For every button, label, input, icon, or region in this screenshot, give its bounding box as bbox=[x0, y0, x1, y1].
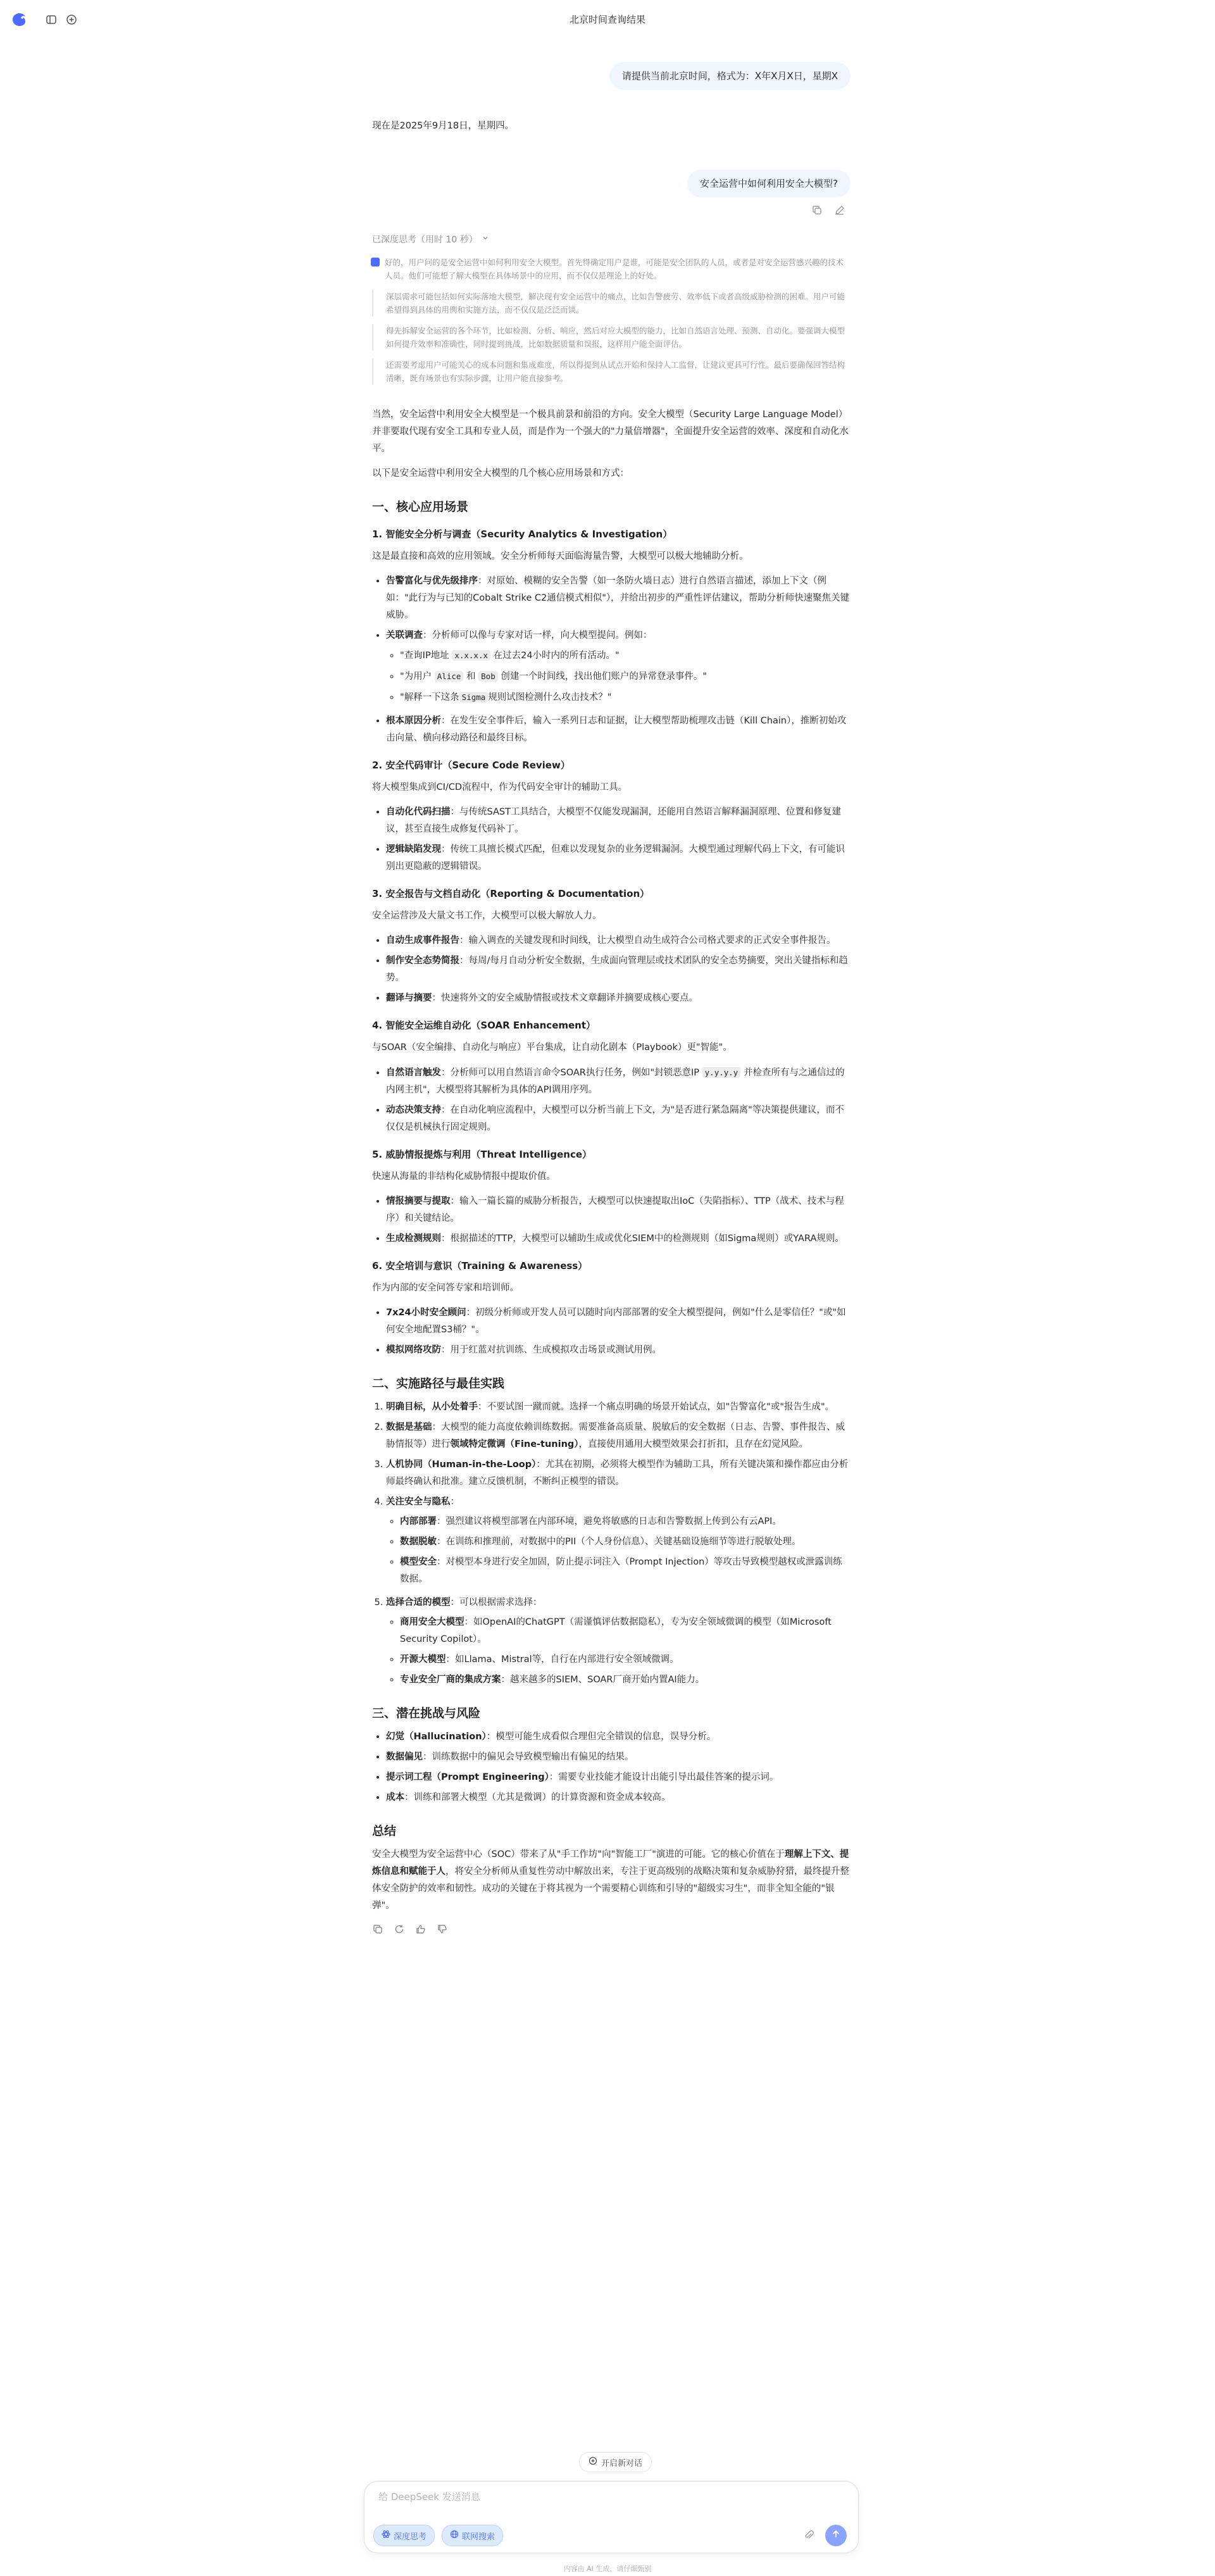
list-item bbox=[386, 1304, 850, 1339]
item-text: ：快速将外文的安全威胁情报或技术文章翻译并摘要成核心要点。 bbox=[432, 993, 698, 1003]
answer-intro: 以下是安全运营中利用安全大模型的几个核心应用场景和方式： bbox=[372, 468, 629, 478]
web-search-label: 联网搜索 bbox=[462, 2532, 495, 2542]
section-heading: 总结 bbox=[372, 1824, 397, 1838]
item-title: 幻觉（Hallucination） bbox=[386, 1732, 487, 1742]
item-text: ：输入一篇长篇的威胁分析报告，大模型可以快速提取出IoC（失陷指标）、TTP（战术、技术与程序）和关键结论。 bbox=[386, 1196, 844, 1223]
item-title: 告警富化与优先级排序 bbox=[386, 576, 478, 586]
bullet-list bbox=[372, 932, 850, 1007]
answer-actions bbox=[372, 1923, 850, 1935]
user-message bbox=[609, 62, 850, 90]
list-item bbox=[386, 1769, 850, 1786]
item-text: ：传统工具擅长模式匹配，但难以发现复杂的业务逻辑漏洞。大模型通过理解代码上下文，有可能识别出更隐蔽的逻辑错误。 bbox=[386, 844, 845, 872]
deep-think-label: 深度思考 bbox=[394, 2532, 427, 2542]
assistant-message-text: 现在是2025年9月18日，星期四。 bbox=[372, 121, 514, 131]
item-title: 模型安全 bbox=[400, 1557, 437, 1567]
subsection-desc: 将大模型集成到CI/CD流程中，作为代码安全审计的辅助工具。 bbox=[372, 782, 628, 792]
item-title: 明确目标，从小处着手 bbox=[386, 1402, 478, 1412]
list-item bbox=[386, 1230, 850, 1247]
subsection-heading: 2. 安全代码审计（Secure Code Review） bbox=[372, 760, 570, 771]
list-item bbox=[386, 953, 850, 987]
item-text: ： bbox=[450, 1497, 459, 1507]
thinking-paragraph: 还需要考虑用户可能关心的成本问题和集成难度，所以得提到从试点开始和保持人工监督，让建议更具可行性。最后要确保回答结构清晰，既有场景也有实际步骤，让用户能直接参考。 bbox=[372, 358, 850, 385]
item-title: 模拟网络攻防 bbox=[386, 1345, 441, 1355]
item-title: 商用安全大模型 bbox=[400, 1617, 464, 1627]
paperclip-icon[interactable] bbox=[802, 2529, 815, 2541]
list-item bbox=[400, 1554, 850, 1588]
inline-code: x.x.x.x bbox=[452, 650, 490, 661]
list-item bbox=[400, 1614, 850, 1648]
item-title: 情报摘要与提取 bbox=[386, 1196, 451, 1206]
subsection-desc: 安全运营涉及大量文书工作，大模型可以极大解放人力。 bbox=[372, 911, 602, 921]
item-text: ：与传统SAST工具结合，大模型不仅能发现漏洞，还能用自然语言解释漏洞原理、位置和修复建议，甚至直接生成修复代码补丁。 bbox=[386, 807, 841, 834]
atom-icon bbox=[382, 2530, 390, 2541]
deep-think-toggle[interactable] bbox=[373, 2525, 435, 2546]
list-item bbox=[386, 804, 850, 838]
item-title: 逻辑缺陷发现 bbox=[386, 844, 441, 854]
item-title: 数据是基础 bbox=[386, 1422, 432, 1432]
new-chat-button[interactable] bbox=[579, 2452, 652, 2472]
item-title: 根本原因分析 bbox=[386, 716, 441, 726]
item-title: 自动生成事件报告 bbox=[386, 935, 459, 946]
list-item bbox=[400, 1534, 850, 1551]
item-title: 制作安全态势简报 bbox=[386, 956, 459, 966]
list-item bbox=[386, 1729, 850, 1746]
bullet-list bbox=[372, 573, 850, 747]
list-item bbox=[400, 1672, 850, 1689]
thinking-content bbox=[372, 256, 850, 392]
list-item bbox=[386, 1193, 850, 1227]
copy-icon[interactable] bbox=[372, 1923, 383, 1935]
item-text: ：强烈建议将模型部署在内部环境，避免将敏感的日志和告警数据上传到公有云API。 bbox=[437, 1516, 782, 1527]
bullet-list bbox=[372, 804, 850, 875]
item-text: ，将安全分析师从重复性劳动中解放出来，专注于更高级别的战略决策和复杂威胁狩猎，最终提升整体安全防护的效率和韧性。成功的关键在于将其视为一个需要精心训练和引导的"超级实习生"，而非全知全能的"银弹"。 bbox=[372, 1866, 849, 1911]
new-chat-label: 开启新对话 bbox=[601, 2458, 643, 2468]
nested-list bbox=[386, 1513, 850, 1588]
item-title: 动态决策支持 bbox=[386, 1105, 441, 1115]
item-text: ：训练和部署大模型（尤其是微调）的计算资源和资金成本较高。 bbox=[404, 1792, 671, 1803]
item-text: ：用于红蓝对抗训练、生成模拟攻击场景或测试用例。 bbox=[441, 1345, 661, 1355]
item-text: ：初级分析师或开发人员可以随时向内部部署的安全大模型提问，例如"什么是零信任？"或"如何安全地配置S3桶？"。 bbox=[386, 1308, 846, 1335]
subsection-desc: 这是最直接和高效的应用领域。安全分析师每天面临海量告警，大模型可以极大地辅助分析。 bbox=[372, 551, 749, 561]
item-title: 自然语言触发 bbox=[386, 1068, 441, 1078]
item-title: 数据脱敏 bbox=[400, 1537, 437, 1547]
thinking-paragraph: 得先拆解安全运营的各个环节，比如检测、分析、响应，然后对应大模型的能力，比如自然语言处理、预测、自动化。要强调大模型如何提升效率和准确性，同时提到挑战，比如数据质量和误报，这样用户能全面评估。 bbox=[372, 324, 850, 351]
send-button[interactable] bbox=[825, 2525, 847, 2546]
plus-circle-icon bbox=[589, 2456, 597, 2468]
list-item bbox=[400, 1513, 850, 1530]
list-item bbox=[386, 1419, 850, 1453]
summary-paragraph bbox=[372, 1846, 850, 1915]
item-text: ：输入调查的关键发现和时间线，让大模型自动生成符合公司格式要求的正式安全事件报告。 bbox=[459, 935, 836, 946]
page-title: 北京时间查询结果 bbox=[569, 14, 645, 25]
item-text: ：训练数据中的偏见会导致模型输出有偏见的结果。 bbox=[423, 1752, 634, 1762]
item-title: 自动化代码扫描 bbox=[386, 807, 451, 817]
list-item bbox=[386, 1749, 850, 1766]
item-text: ：分析师可以用自然语言命令SOAR执行任务，例如"封锁恶意IP bbox=[441, 1068, 702, 1078]
inline-code: Alice bbox=[435, 671, 464, 682]
item-text: ：在训练和推理前，对数据中的PII（个人身份信息）、关键基础设施细节等进行脱敏处理。 bbox=[437, 1537, 801, 1547]
item-text: ：模型可能生成看似合理但完全错误的信息，误导分析。 bbox=[486, 1732, 716, 1742]
item-title: 内部部署 bbox=[400, 1516, 437, 1527]
bullet-list bbox=[372, 1064, 850, 1136]
thinking-paragraph: 好的，用户问的是安全运营中如何利用安全大模型。首先得确定用户是谁，可能是安全团队的人员，或者是对安全运营感兴趣的技术人员。他们可能想了解大模型在具体场景中的应用，而不仅仅是理论上的好处。 bbox=[385, 258, 844, 280]
subsection-desc: 快速从海量的非结构化威胁情报中提取价值。 bbox=[372, 1172, 556, 1182]
subsection-heading: 1. 智能安全分析与调查（Security Analytics & Investigation） bbox=[372, 528, 673, 540]
checkbox-icon bbox=[371, 258, 380, 266]
item-title: 关注安全与隐私 bbox=[386, 1497, 451, 1507]
numbered-list bbox=[372, 1399, 850, 1689]
nested-list bbox=[386, 647, 850, 706]
item-text: ：在发生安全事件后，输入一系列日志和证据，让大模型帮助梳理攻击链（Kill Chain），推断初始攻击向量、横向移动路径和最终目标。 bbox=[386, 716, 847, 743]
item-text: ：根据描述的TTP，大模型可以辅助生成或优化SIEM中的检测规则（如Sigma规则）或YARA规则。 bbox=[441, 1234, 844, 1244]
chevron-down-icon bbox=[482, 234, 489, 244]
copy-icon[interactable] bbox=[811, 204, 823, 216]
bullet-list bbox=[372, 1193, 850, 1247]
item-text: 创建一个时间线，找出他们账户的异常登录事件。" bbox=[497, 672, 707, 682]
item-title: 关联调查 bbox=[386, 630, 423, 641]
user-message bbox=[687, 170, 850, 197]
section-heading: 一、核心应用场景 bbox=[372, 500, 469, 514]
item-text: ：可以根据需求选择： bbox=[450, 1597, 542, 1608]
thinking-toggle[interactable] bbox=[372, 233, 489, 246]
list-item bbox=[386, 1494, 850, 1588]
item-text: ：如Llama、Mistral等，自行在内部进行安全领域微调。 bbox=[446, 1654, 679, 1665]
list-item bbox=[386, 990, 850, 1007]
item-text: "解释一下这条 bbox=[400, 692, 459, 703]
item-emphasis: 理解上下文、提炼信息和赋能于人 bbox=[372, 1849, 849, 1877]
item-emphasis: 领域特定微调（Fine-tuning） bbox=[450, 1439, 579, 1449]
subsection-heading: 5. 威胁情报提炼与利用（Threat Intelligence） bbox=[372, 1149, 592, 1160]
item-text: 安全大模型为安全运营中心（SOC）带来了从"手工作坊"向"智能工厂"演进的可能。它的核心价值在于 bbox=[372, 1849, 785, 1860]
list-item bbox=[386, 1456, 850, 1491]
item-title: 选择合适的模型 bbox=[386, 1597, 451, 1608]
item-title: 开源大模型 bbox=[400, 1654, 446, 1665]
item-text: ：大模型的能力高度依赖训练数据。需要准备高质量、脱敏后的安全数据（日志、告警、事件报告、威胁情报等）进行 bbox=[386, 1422, 845, 1449]
disclaimer: 内容由 AI 生成，请仔细甄别 bbox=[563, 2565, 652, 2573]
message-input[interactable] bbox=[377, 2491, 848, 2503]
item-text: 并检查所有与之通信过的内网主机"，大模型将其解析为具体的API调用序列。 bbox=[386, 1068, 845, 1095]
item-text: ：越来越多的SIEM、SOAR厂商开始内置AI能力。 bbox=[501, 1675, 705, 1685]
list-item bbox=[386, 1064, 850, 1099]
item-title: 生成检测规则 bbox=[386, 1234, 441, 1244]
item-text: ：不要试图一蹴而就。选择一个痛点明确的场景开始试点，如"告警富化"或"报告生成"。 bbox=[478, 1402, 835, 1412]
list-item bbox=[400, 689, 850, 706]
item-title: 翻译与摘要 bbox=[386, 993, 432, 1003]
thumbs-up-icon[interactable] bbox=[415, 1923, 427, 1935]
item-text: ：如OpenAI的ChatGPT（需谨慎评估数据隐私），专为安全领域微调的模型（如Microsoft Security Copilot）。 bbox=[400, 1617, 832, 1644]
inline-code: y.y.y.y bbox=[702, 1067, 741, 1078]
item-text: "查询IP地址 bbox=[400, 651, 452, 661]
item-text: ：在自动化响应流程中，大模型可以分析当前上下文，为"是否进行紧急隔离"等决策提供建议，而不仅仅是机械执行固定规则。 bbox=[386, 1105, 844, 1132]
subsection-heading: 4. 智能安全运维自动化（SOAR Enhancement） bbox=[372, 1020, 596, 1031]
bullet-list bbox=[372, 1729, 850, 1806]
subsection-heading: 6. 安全培训与意识（Training & Awareness） bbox=[372, 1260, 588, 1272]
arrow-up-icon bbox=[831, 2529, 841, 2542]
list-item bbox=[386, 713, 850, 747]
thinking-paragraph: 深层需求可能包括如何实际落地大模型，解决现有安全运营中的痛点，比如告警疲劳、效率低下或者高级威胁检测的困难。用户可能希望得到具体的用例和实施方法，而不仅仅是泛泛而谈。 bbox=[372, 290, 850, 316]
item-text: 规则试图检测什么攻击技术？" bbox=[488, 692, 612, 703]
globe-icon bbox=[450, 2530, 459, 2541]
item-text: ，直接使用通用大模型效果会打折扣，且存在幻觉风险。 bbox=[578, 1439, 809, 1449]
list-item bbox=[400, 668, 850, 685]
list-item bbox=[386, 1789, 850, 1806]
item-text: ：分析师可以像与专家对话一样，向大模型提问。例如： bbox=[423, 630, 652, 641]
list-item bbox=[386, 1342, 850, 1359]
section-heading: 三、潜在挑战与风险 bbox=[372, 1706, 481, 1720]
list-item bbox=[386, 1102, 850, 1136]
item-text: ：对模型本身进行安全加固，防止提示词注入（Prompt Injection）等攻击导致模型越权或泄露训练数据。 bbox=[400, 1557, 842, 1584]
assistant-message bbox=[372, 118, 850, 144]
item-title: 7x24小时安全顾问 bbox=[386, 1308, 466, 1318]
item-text: 和 bbox=[463, 672, 479, 682]
subsection-desc: 作为内部的安全问答专家和培训师。 bbox=[372, 1283, 519, 1293]
answer-intro: 当然，安全运营中利用安全大模型是一个极具前景和前沿的方向。安全大模型（Security Large Language Model）并非要取代现有安全工具和专业人员，而是作为一个强大的"力量倍增器"，全面提升安全运营的效率、深度和自动化水平。 bbox=[372, 410, 849, 454]
section-heading: 二、实施路径与最佳实践 bbox=[372, 1377, 505, 1391]
list-item bbox=[400, 1651, 850, 1668]
regenerate-icon[interactable] bbox=[394, 1923, 405, 1935]
bullet-list bbox=[372, 1304, 850, 1359]
top-bar bbox=[0, 0, 1215, 41]
list-item bbox=[386, 573, 850, 624]
message-actions bbox=[811, 204, 845, 216]
item-title: 提示词工程（Prompt Engineering） bbox=[386, 1772, 549, 1782]
subsection-heading: 3. 安全报告与文档自动化（Reporting & Documentation） bbox=[372, 888, 650, 899]
item-text: ：需要专业技能才能设计出能引导出最佳答案的提示词。 bbox=[549, 1772, 779, 1782]
item-title: 成本 bbox=[386, 1792, 404, 1803]
user-message-text: 安全运营中如何利用安全大模型? bbox=[700, 178, 838, 189]
web-search-toggle[interactable] bbox=[442, 2525, 503, 2546]
item-text: ：每周/每月自动分析安全数据，生成面向管理层或技术团队的安全态势摘要，突出关键指标和趋势。 bbox=[386, 956, 848, 983]
list-item bbox=[386, 1399, 850, 1416]
inline-code: Sigma bbox=[459, 692, 489, 703]
list-item bbox=[386, 627, 850, 706]
subsection-desc: 与SOAR（安全编排、自动化与响应）平台集成，让自动化剧本（Playbook）更"智能"。 bbox=[372, 1042, 732, 1053]
list-item bbox=[386, 1594, 850, 1689]
item-text: ：对原始、模糊的安全告警（如一条防火墙日志）进行自然语言描述，添加上下文（例如："此行为与已知的Cobalt Strike C2通信模式相似"），并给出初步的严重性评估建议，帮助分析师快速聚焦关键威胁。 bbox=[386, 576, 850, 620]
list-item bbox=[386, 932, 850, 949]
list-item bbox=[400, 647, 850, 665]
thumbs-down-icon[interactable] bbox=[437, 1923, 448, 1935]
list-item bbox=[386, 841, 850, 875]
item-title: 人机协同（Human-in-the-Loop） bbox=[386, 1460, 537, 1470]
assistant-answer bbox=[372, 406, 850, 1935]
message-composer bbox=[364, 2481, 859, 2553]
item-text: "为用户 bbox=[400, 672, 435, 682]
edit-icon[interactable] bbox=[834, 204, 845, 216]
nested-list bbox=[386, 1614, 850, 1689]
thinking-label: 已深度思考（用时 10 秒） bbox=[372, 235, 478, 245]
item-text: 在过去24小时内的所有活动。" bbox=[490, 651, 620, 661]
item-text: ：尤其在初期，必须将大模型作为辅助工具，所有关键决策和操作都应由分析师最终确认和批准。建立反馈机制，不断纠正模型的错误。 bbox=[386, 1460, 849, 1487]
item-title: 数据偏见 bbox=[386, 1752, 423, 1762]
item-title: 专业安全厂商的集成方案 bbox=[400, 1675, 501, 1685]
inline-code: Bob bbox=[478, 671, 498, 682]
user-message-text: 请提供当前北京时间，格式为：X年X月X日，星期X bbox=[621, 70, 838, 82]
